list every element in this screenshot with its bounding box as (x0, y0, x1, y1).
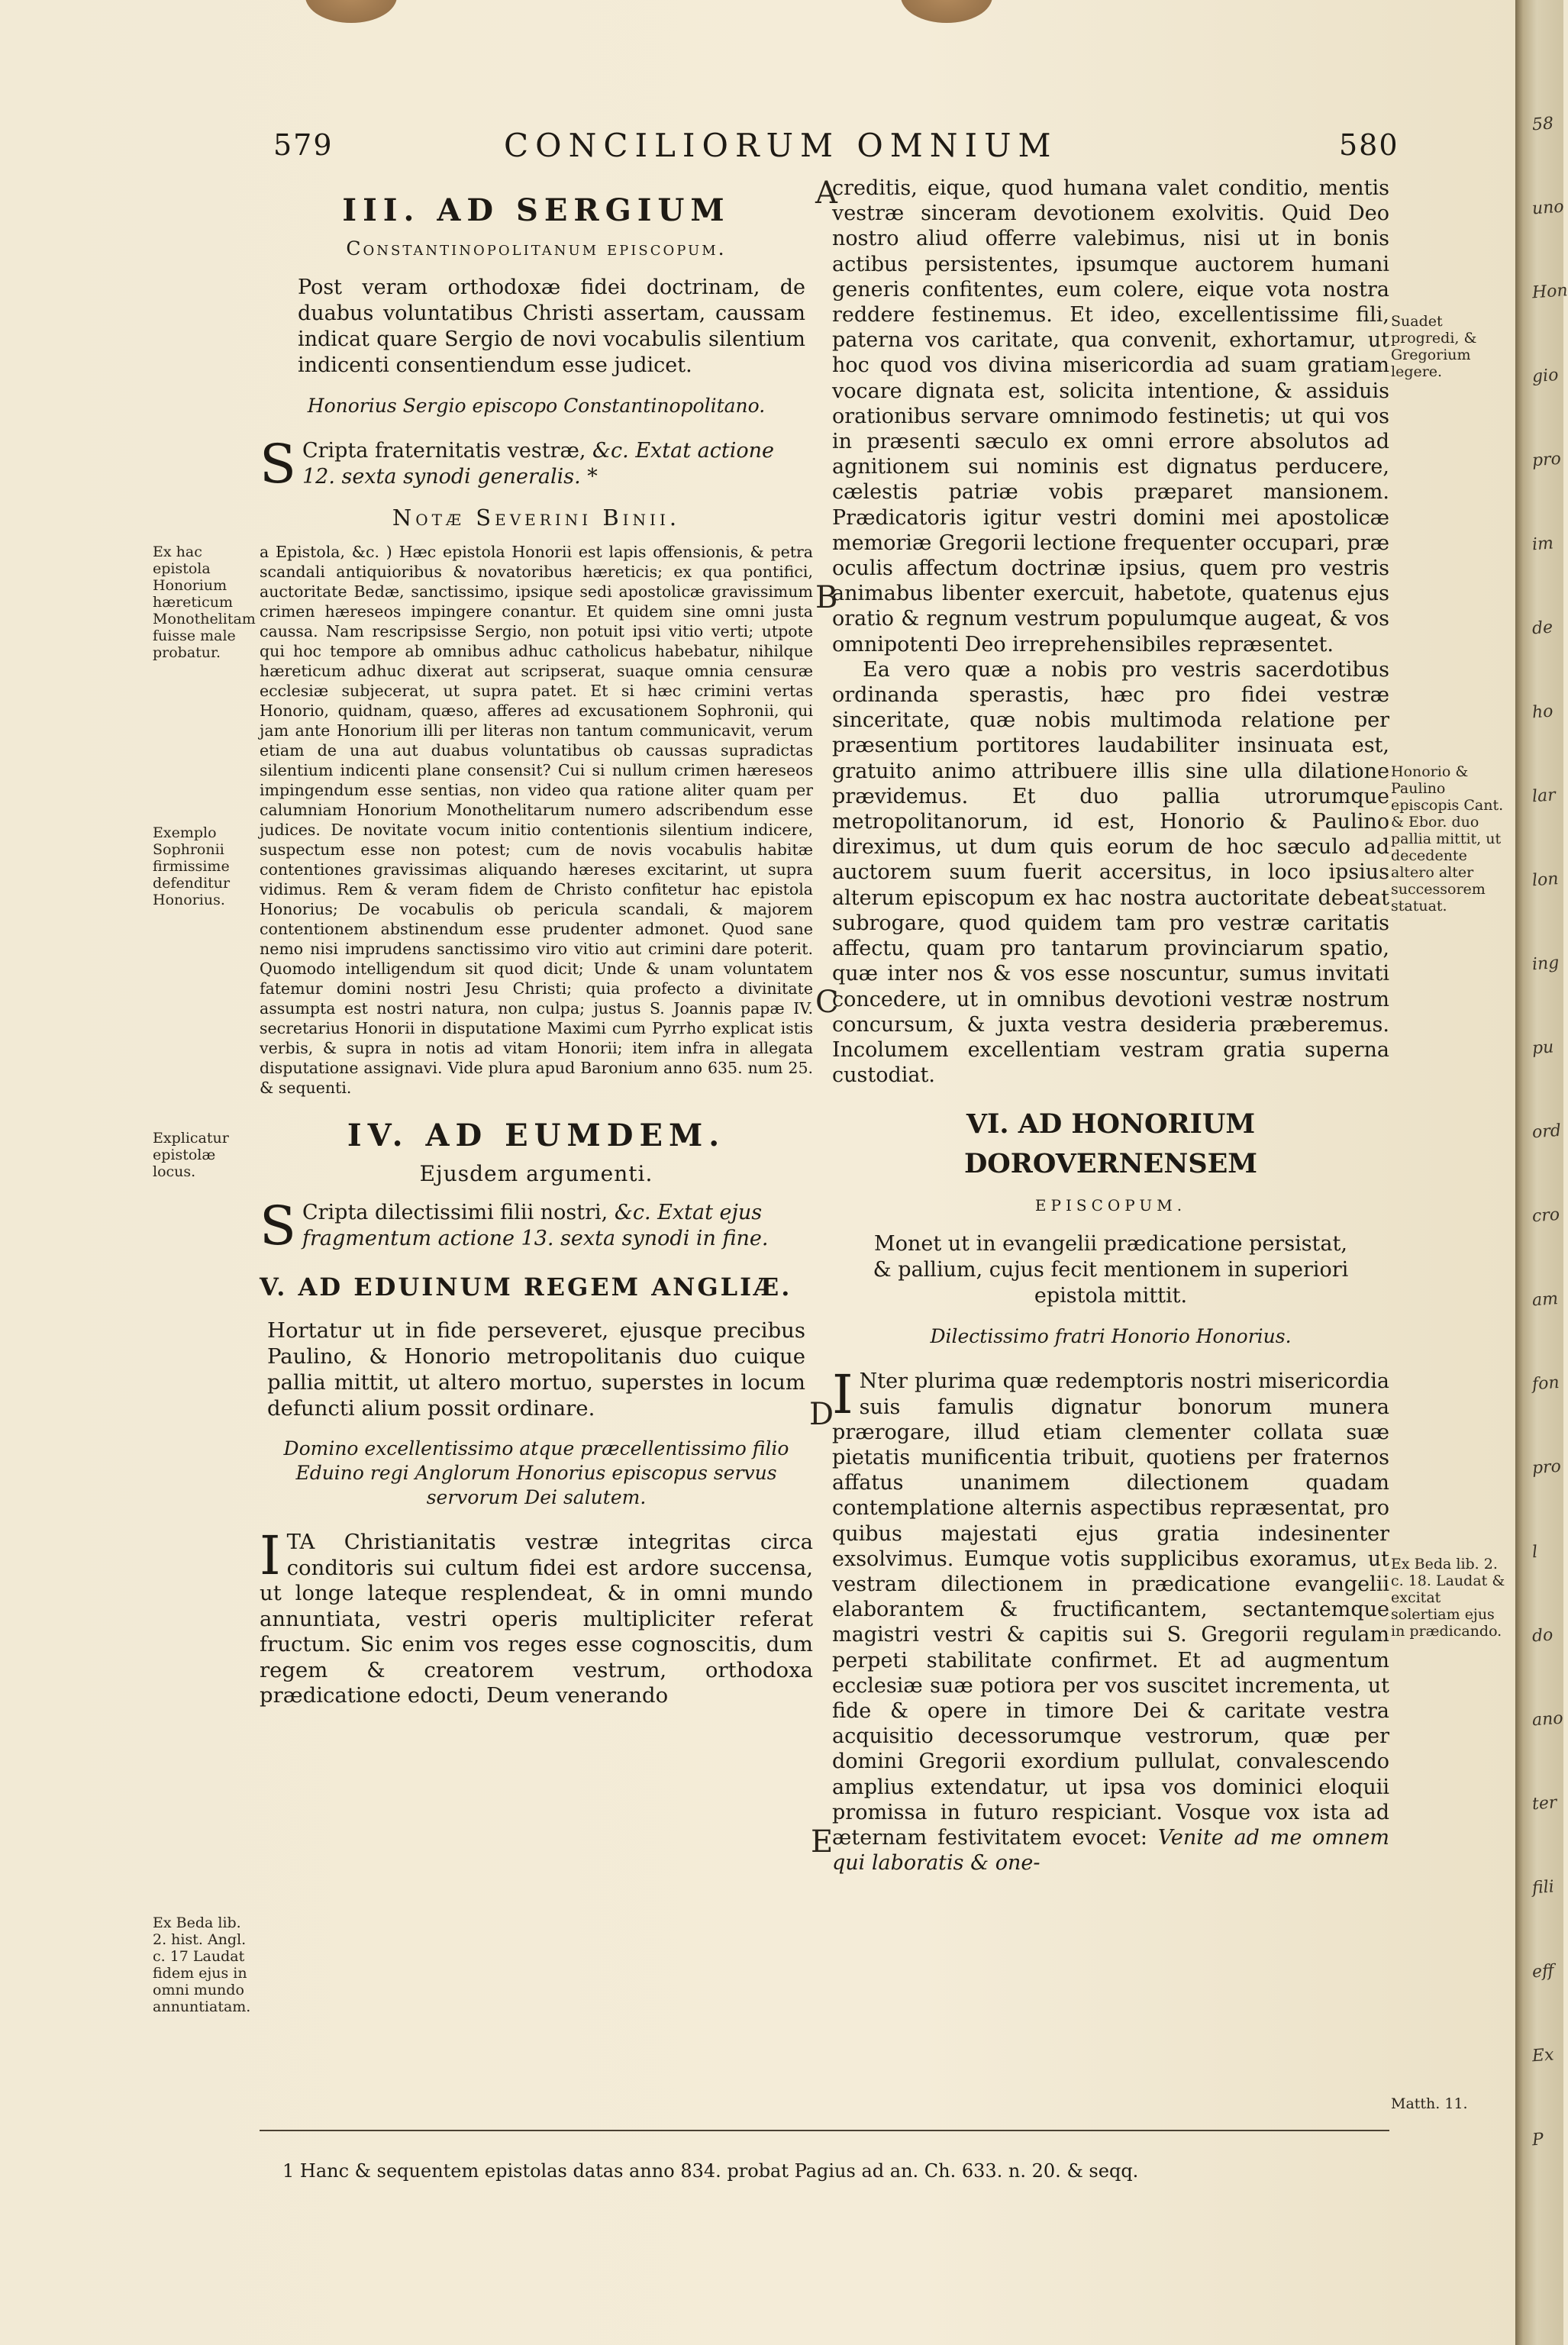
adjacent-page-fragment: fili (1531, 1877, 1555, 1898)
dropcap: S (260, 433, 296, 495)
section-title-iv: IV. AD EUMDEM. (347, 1118, 726, 1153)
adjacent-page-fragment: do (1531, 1625, 1554, 1647)
section-letter: A (815, 176, 837, 211)
adjacent-page-fragment: ter (1531, 1793, 1558, 1814)
footnote: 1 Hanc & sequentem epistolas datas anno 834. probat Pagius ad an. Ch. 633. n. 20. & seqq. (282, 2160, 1139, 2182)
margin-note-left: Ex Beda lib. 2. hist. Angl. c. 17 Laudat fidem ejus in omni mundo annuntiatam. (153, 1914, 251, 2015)
adjacent-page-fragment: P (1531, 2130, 1544, 2150)
argument-iii: Post veram orthodoxæ fidei doctrinam, de duabus voluntatibus Christi assertam, caussam indicat quare Sergio de novi vocabulis silentium indicenti consentiendum esse judicet. (298, 276, 805, 377)
letter-body-vi: I Nter plurima quæ redemptoris nostri misericordia suis famulis dignatur bonorum munera prærogare, illud etiam clementer collata suæ pietatis munificentia tribuit, quotiens per fraternos affatus unanimem dilectionem quadam contemplatione alternis aspectibus repræsentat, pro quibus majestati ejus gratia indesinenter exsolvimus. Eumque votis supplicibus exoramus, ut vestram dilectionem in prædicatione evangelii elaborantem & fructificantem, sectantemque magistri vestri & capitis sui S. Gregorii regulam perpeti stabilitate confirmet. Et ad augmentum ecclesiæ suæ potiora per vos suscitet incrementa, ut fide & opere in timore Dei & caritate vestra acquisitio decessorumque vestrorum, quæ per domini Gregorii exordium pullulat, convalescendo amplius extendatur, ut ipsa vos dominici eloquii promissa in futuro respiciant. Vosque vox ista ad æternam festivitatem evocet: Venite ad me omnem qui laboratis & one- (832, 1363, 1389, 1876)
adjacent-page-fragment: pro (1531, 449, 1562, 471)
section-letter: C (815, 985, 839, 1020)
section-subtitle-iii: Constantinopolitanum episcopum. (346, 237, 727, 260)
dropcap: I (832, 1363, 853, 1427)
margin-note-right: Honorio & Paulino episcopis Cant. & Ebor. duo pallia mittit, ut decedente altero alter successorem statuat. (1391, 763, 1504, 914)
right-column (832, 176, 1389, 1876)
adjacent-page-fragment: 58 (1531, 114, 1554, 135)
adjacent-page-fragment: ho (1531, 702, 1554, 723)
margin-note-right: Matth. 11. (1391, 2095, 1468, 2112)
adjacent-page-fragment: l (1531, 1542, 1538, 1563)
letter-body-v-continued: creditis, eique, quod humana valet conditio, mentis vestræ sinceram devotionem exolvitis. Quid Deo nostro aliud offerre valebimus, nisi ut in bonis actibus persistentes, ipsumque auctorem humani generis confitentes, eum colere, eique vota nostra reddere festinemus. Et ideo, excellentissime fili, paterna vos caritate, qua convenit, exhortamur, ut hoc quod vos divina misericordia ad suam gratiam vocare dignata est, solicita intentione, & assiduis orationibus servare omnimodo festinetis; ut qui vos in præsenti sæculo ex omni errore absolutos ad agnitionem sui nominis est dignatus perducere, cælestis patriæ vobis præparet mansionem. Prædicatoris igitur vestri domini mei apostolicæ memoriæ Gregorii lectione frequenter occupari, præ oculis affectum doctrinæ ipsius, quem pro vestris animabus libenter exercuit, habetote, quatenus ejus oratio & regnum vestrum populumque augeat, & vos omnipotenti Deo irreprehensibiles repræsentet. (832, 176, 1389, 656)
adjacent-page-fragment: fon (1531, 1372, 1560, 1395)
margin-note-left: Explicatur epistolæ locus. (153, 1130, 229, 1180)
adjacent-page-fragment: pro (1531, 1456, 1562, 1479)
extat-iv: S Cripta dilectissimi filii nostri, &c. Extat ejus fragmentum actione 13. sexta synodi in fine. (260, 1195, 769, 1257)
adjacent-page-fragment: pu (1531, 1037, 1555, 1059)
section-letter: B (815, 580, 838, 615)
notes-text: a Epistola, &c. ) Hæc epistola Honorii est lapis offensionis, & petra scandali antiquioribus & novatoribus hæreticis; ex qua pontifici, auctoritate Bedæ, sanctissimo, ipsique sedi apostolicæ gravissimum crimen hæreseos impingere conantur. Et quidem sine omni justa caussa. Nam rescripsisse Sergio, non potuit ipsi vitio verti; utpote qui hoc tempore ab omnibus adhuc catholicus habebatur, nihilque hæreticum adhuc dixerat aut scripserat, suaque omnia censuræ ecclesiæ subjecerat, ut supra patet. Et si hæc crimini vertas Honorio, quidnam, quæso, afferes ad excusationem Sophronii, qui jam ante Honorium illi per literas non tantum communicavit, verum etiam de una aut duabus voluntatibus ob caussas supradictas silentium indicenti plane consensit? Cui si nullum crimen hæreseos impingendum esse sentias, non video qua ratione aliter quam per calumniam Honorium Monothelitarum numero adscribendum esse judices. De novitate vocum initio contentionis silentium indicere, suspectum esse non potest; cum de novis vocabulis habitæ contentiones gravissimas aliquando hæreses excitarint, ut supra vidimus. Rem & veram fidem de Christo confitetur hac epistola Honorius; De vocabulis ob pericula scandali, & majorem contentionem abstinendum esse prudenter admonet. Quod sane nemo nisi imprudens sanctissimo viro vitio aut crimini dare poterit. Quomodo intelligendum sit quod dicit; Unde & unam voluntatem fatemur domini nostri Jesu Christi; quia profecto a divinitate assumpta est nostri natura, non culpa; justus S. Joannis papæ IV. secretarius Honorii in disputatione Maximi cum Pyrrho explicat istis verbis, & supra in notis ad vitam Honorii; item infra in allegata disputatione assignavi. Vide plura apud Baronium anno 635. num 25. & sequenti. (260, 543, 813, 1097)
section-title-v: V. AD EDUINUM REGEM ANGLIÆ. (260, 1272, 792, 1302)
adjacent-page-fragment: gio (1531, 366, 1560, 387)
left-column (260, 191, 813, 1709)
letter-body-v-paragraph-2: Ea vero quæ a nobis pro vestris sacerdotibus ordinanda sperastis, hæc pro fidei vestræ sinceritate, quæ nobis multimoda relatione per præsentium portitores laudabiliter insinuata est, gratuito animo attribuere illis sine ulla dilatione prævidemus. Et duo pallia utrorumque metropolitanorum, id est, Honorio & Paulino direximus, ut dum quis eorum de hoc sæculo ad auctorem suum fuerit accersitus, in loco ipsius alterum episcopum ex hac nostra auctoritate debeat subrogare, quod quidem tam pro vestræ caritatis affectu, quam pro tantarum provinciarum spatio, quæ inter nos & vos esse noscuntur, sumus invitati concedere, ut in omnibus devotioni vestræ nostrum concursum, & juxta vestra desideria præberemus. Incolumem excellentiam vestram gratia superna custodiat. (832, 657, 1389, 1088)
footnote-rule (260, 2130, 1389, 2131)
adjacent-page-fragment: cro (1531, 1205, 1560, 1227)
adjacent-page-fragment: ano (1531, 1708, 1564, 1731)
notes-heading: Notæ Severini Binii. (392, 505, 681, 531)
letter-body-v: ITA Christianitatis vestræ integritas circa conditoris sui cultum fidei est ardore succensa, ut longe lateque resplendeat, & in omni mundo annuntiata, vestri operis multipliciter referat fructum. Sic enim vos reges esse cognoscitis, dum regem & creatorem vestrum, orthodoxa prædicatione edocti, Deum venerando (260, 1524, 813, 1708)
dropcap: S (260, 1195, 296, 1257)
dropcap: I (260, 1524, 281, 1587)
section-letter: D (809, 1397, 834, 1432)
argument-v: Hortatur ut in fide perseveret, ejusque precibus Paulino, & Honorio metropolitanis duo cuique pallia mittit, ut altero mortuo, superstes in locum defuncti alium possit ordinare. (267, 1318, 805, 1421)
adjacent-page-fragment: Hon (1531, 281, 1568, 303)
adjacent-page-fragment: lar (1531, 785, 1557, 807)
adjacent-page-fragment: de (1531, 618, 1553, 639)
adjacent-page-fragment: Ex (1531, 2045, 1555, 2066)
running-title: CONCILIORUM OMNIUM (504, 127, 1058, 164)
adjacent-page-fragment: ing (1531, 953, 1560, 975)
address-v: Domino excellentissimo atque præcellentissimo filio Eduino regi Anglorum Honorius episcopus servus servorum Dei salutem. (283, 1437, 789, 1508)
page-number-right: 580 (1339, 128, 1399, 162)
adjacent-page-fragment: lon (1531, 869, 1560, 891)
extat-iii: S Cripta fraternitatis vestræ, &c. Extat actione 12. sexta synodi generalis. * (260, 433, 774, 495)
adjacent-page-fragment: im (1531, 534, 1554, 555)
address-vi: Dilectissimo fratri Honorio Honorius. (930, 1325, 1292, 1348)
section-subtitle-iv: Ejusdem argumenti. (419, 1161, 653, 1186)
margin-note-right: Suadet progredi, & Gregorium legere. (1391, 313, 1477, 380)
page-number-left: 579 (273, 128, 334, 162)
address-iii: Honorius Sergio episcopo Constantinopolitano. (307, 395, 766, 417)
margin-note-left: Ex hac epistola Honorium hæreticum Monothelitam fuisse male probatur. (153, 544, 256, 661)
adjacent-page-edge (1515, 0, 1568, 2345)
section-letter: E (811, 1824, 834, 1860)
adjacent-page-fragment: ord (1531, 1121, 1562, 1143)
adjacent-page-fragment: am (1531, 1289, 1559, 1311)
section-subtitle-vi: EPISCOPUM. (1034, 1196, 1187, 1215)
adjacent-page-fragment: uno (1531, 197, 1565, 219)
section-title-iii: III. AD SERGIUM (342, 192, 731, 228)
adjacent-page-fragment: eff (1531, 1961, 1555, 1982)
argument-vi: Monet ut in evangelii prædicatione persistat, & pallium, cujus fecit mentionem in superiori epistola mittit. (873, 1232, 1349, 1308)
margin-note-right: Ex Beda lib. 2. c. 18. Laudat & excitat solertiam ejus in prædicando. (1391, 1556, 1505, 1640)
section-title-vi: VI. AD HONORIUM DOROVERNENSEM (963, 1108, 1258, 1180)
margin-note-left: Exemplo Sophronii firmissime defenditur Honorius. (153, 824, 231, 908)
